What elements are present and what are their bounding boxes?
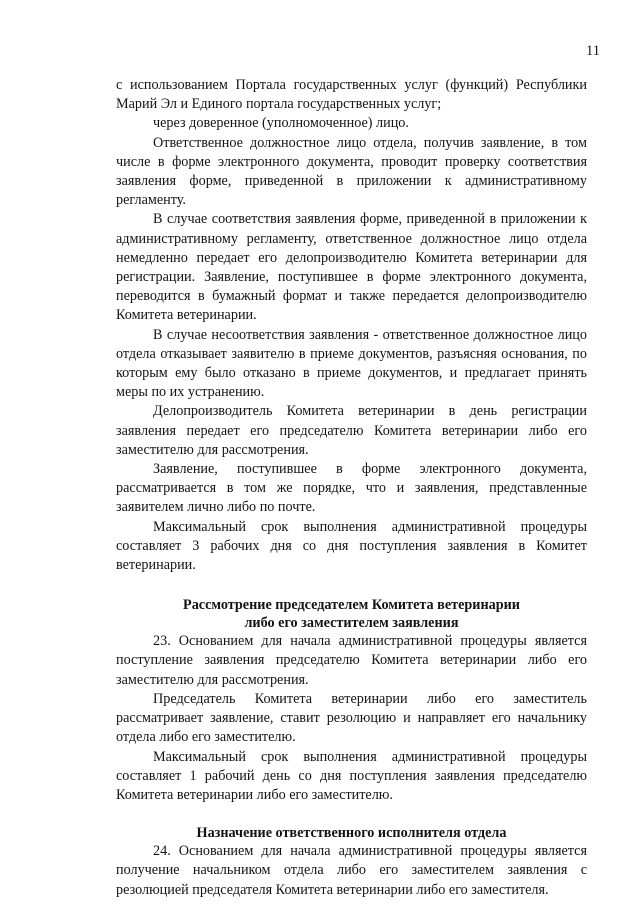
paragraph-max-term-1-day: Максимальный срок выполнения административной процедуры составляет 1 рабочий день со дня поступления заявления председателю Комитета ветеринарии либо его заместителю. [116, 748, 587, 803]
paragraph-noncompliance-case: В случае несоответствия заявления - ответственное должностное лицо отдела отказывает заявителю в приеме документов, разъясняя основания, по которым ему было отказано в приеме документов, и предлагает принять меры по их устранению. [116, 326, 587, 401]
paragraph-chairman-review: Председатель Комитета ветеринарии либо его заместитель рассматривает заявление, ставит резолюцию и направляет его начальнику отдела либо его заместителю. [116, 690, 587, 746]
paragraph-electronic-application: Заявление, поступившее в форме электронного документа, рассматривается в том же порядке, что и заявления, представленные заявителем лично либо по почте. [116, 461, 587, 516]
section-heading-review-line2: либо его заместителем заявления [244, 615, 459, 632]
paragraph-item-23: 23. Основанием для начала административной процедуры является поступление заявления председателю Комитета ветеринарии либо его заместителю для рассмотрения. [116, 633, 587, 688]
section-heading-review [116, 596, 587, 632]
paragraph-item-24: 24. Основанием для начала административной процедуры является получение начальником отдела либо его заместителем заявления с резолюцией председателя Комитета ветеринарии либо его заместителя. [116, 843, 587, 898]
paragraph-clerk-transfer: Делопроизводитель Комитета ветеринарии в день регистрации заявления передает его председателю Комитета ветеринарии либо его заместителю для рассмотрения. [116, 403, 587, 458]
paragraph-trusted-person: через доверенное (уполномоченное) лицо. [153, 115, 409, 132]
page-number: 11 [586, 43, 600, 59]
document-body [116, 76, 587, 900]
section-heading-review-line1: Рассмотрение председателем Комитета ветеринарии [183, 597, 520, 614]
paragraph-compliance-case: В случае соответствия заявления форме, приведенной в приложении к административному регламенту, ответственное должностное лицо отдела немедленно передает его делопроизводителю Комитета ветеринарии для регистрации. Заявление, поступившее в форме электронного документа, переводится в бумажный формат и также передается делопроизводителю Комитета ветеринарии. [116, 211, 587, 324]
paragraph-portal: с использованием Портала государственных услуг (функций) Республики Марий Эл и Единого портала государственных услуг; [116, 77, 587, 113]
paragraph-max-term-3-days: Максимальный срок выполнения административной процедуры составляет 3 рабочих дня со дня поступления заявления в Комитет ветеринарии. [116, 518, 587, 574]
paragraph-official-check: Ответственное должностное лицо отдела, получив заявление, в том числе в форме электронного документа, проводит проверку соответствия заявления форме, приведенной в приложении к административному регламенту. [116, 134, 587, 209]
section-heading-assign: Назначение ответственного исполнителя отдела [196, 825, 507, 842]
